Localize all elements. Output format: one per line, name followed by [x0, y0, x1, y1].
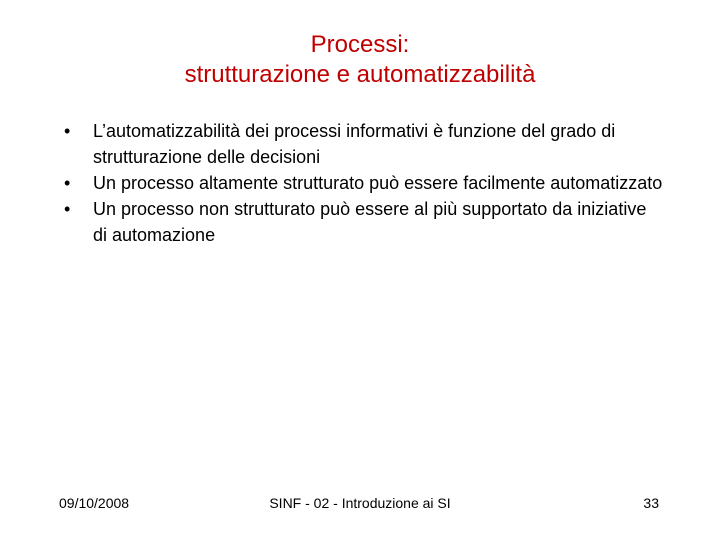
bullet-mark: •: [64, 199, 71, 219]
page-number: 33: [643, 495, 659, 511]
bullet-item: [64, 196, 664, 248]
footer-date: 09/10/2008: [59, 495, 130, 511]
footer-title: SINF - 02 - Introduzione ai SI: [269, 495, 451, 511]
bullet-text: Un processo altamente strutturato può essere facilmente automatizzato: [93, 173, 663, 193]
slide-title-line-2: strutturazione e automatizzabilità: [184, 61, 536, 88]
slide-title-line-1: Processi:: [310, 31, 410, 58]
slide-title: [0, 30, 720, 90]
bullet-mark: •: [64, 173, 71, 193]
bullet-item: [64, 170, 664, 196]
bullet-text: Un processo non strutturato può essere al più supportato da iniziative di automazione: [93, 199, 647, 245]
bullet-item: [64, 118, 664, 170]
bullet-list: [64, 118, 664, 248]
bullet-text: L’automatizzabilità dei processi informativi è funzione del grado di strutturazione delle decisioni: [93, 121, 616, 167]
bullet-mark: •: [64, 121, 71, 141]
